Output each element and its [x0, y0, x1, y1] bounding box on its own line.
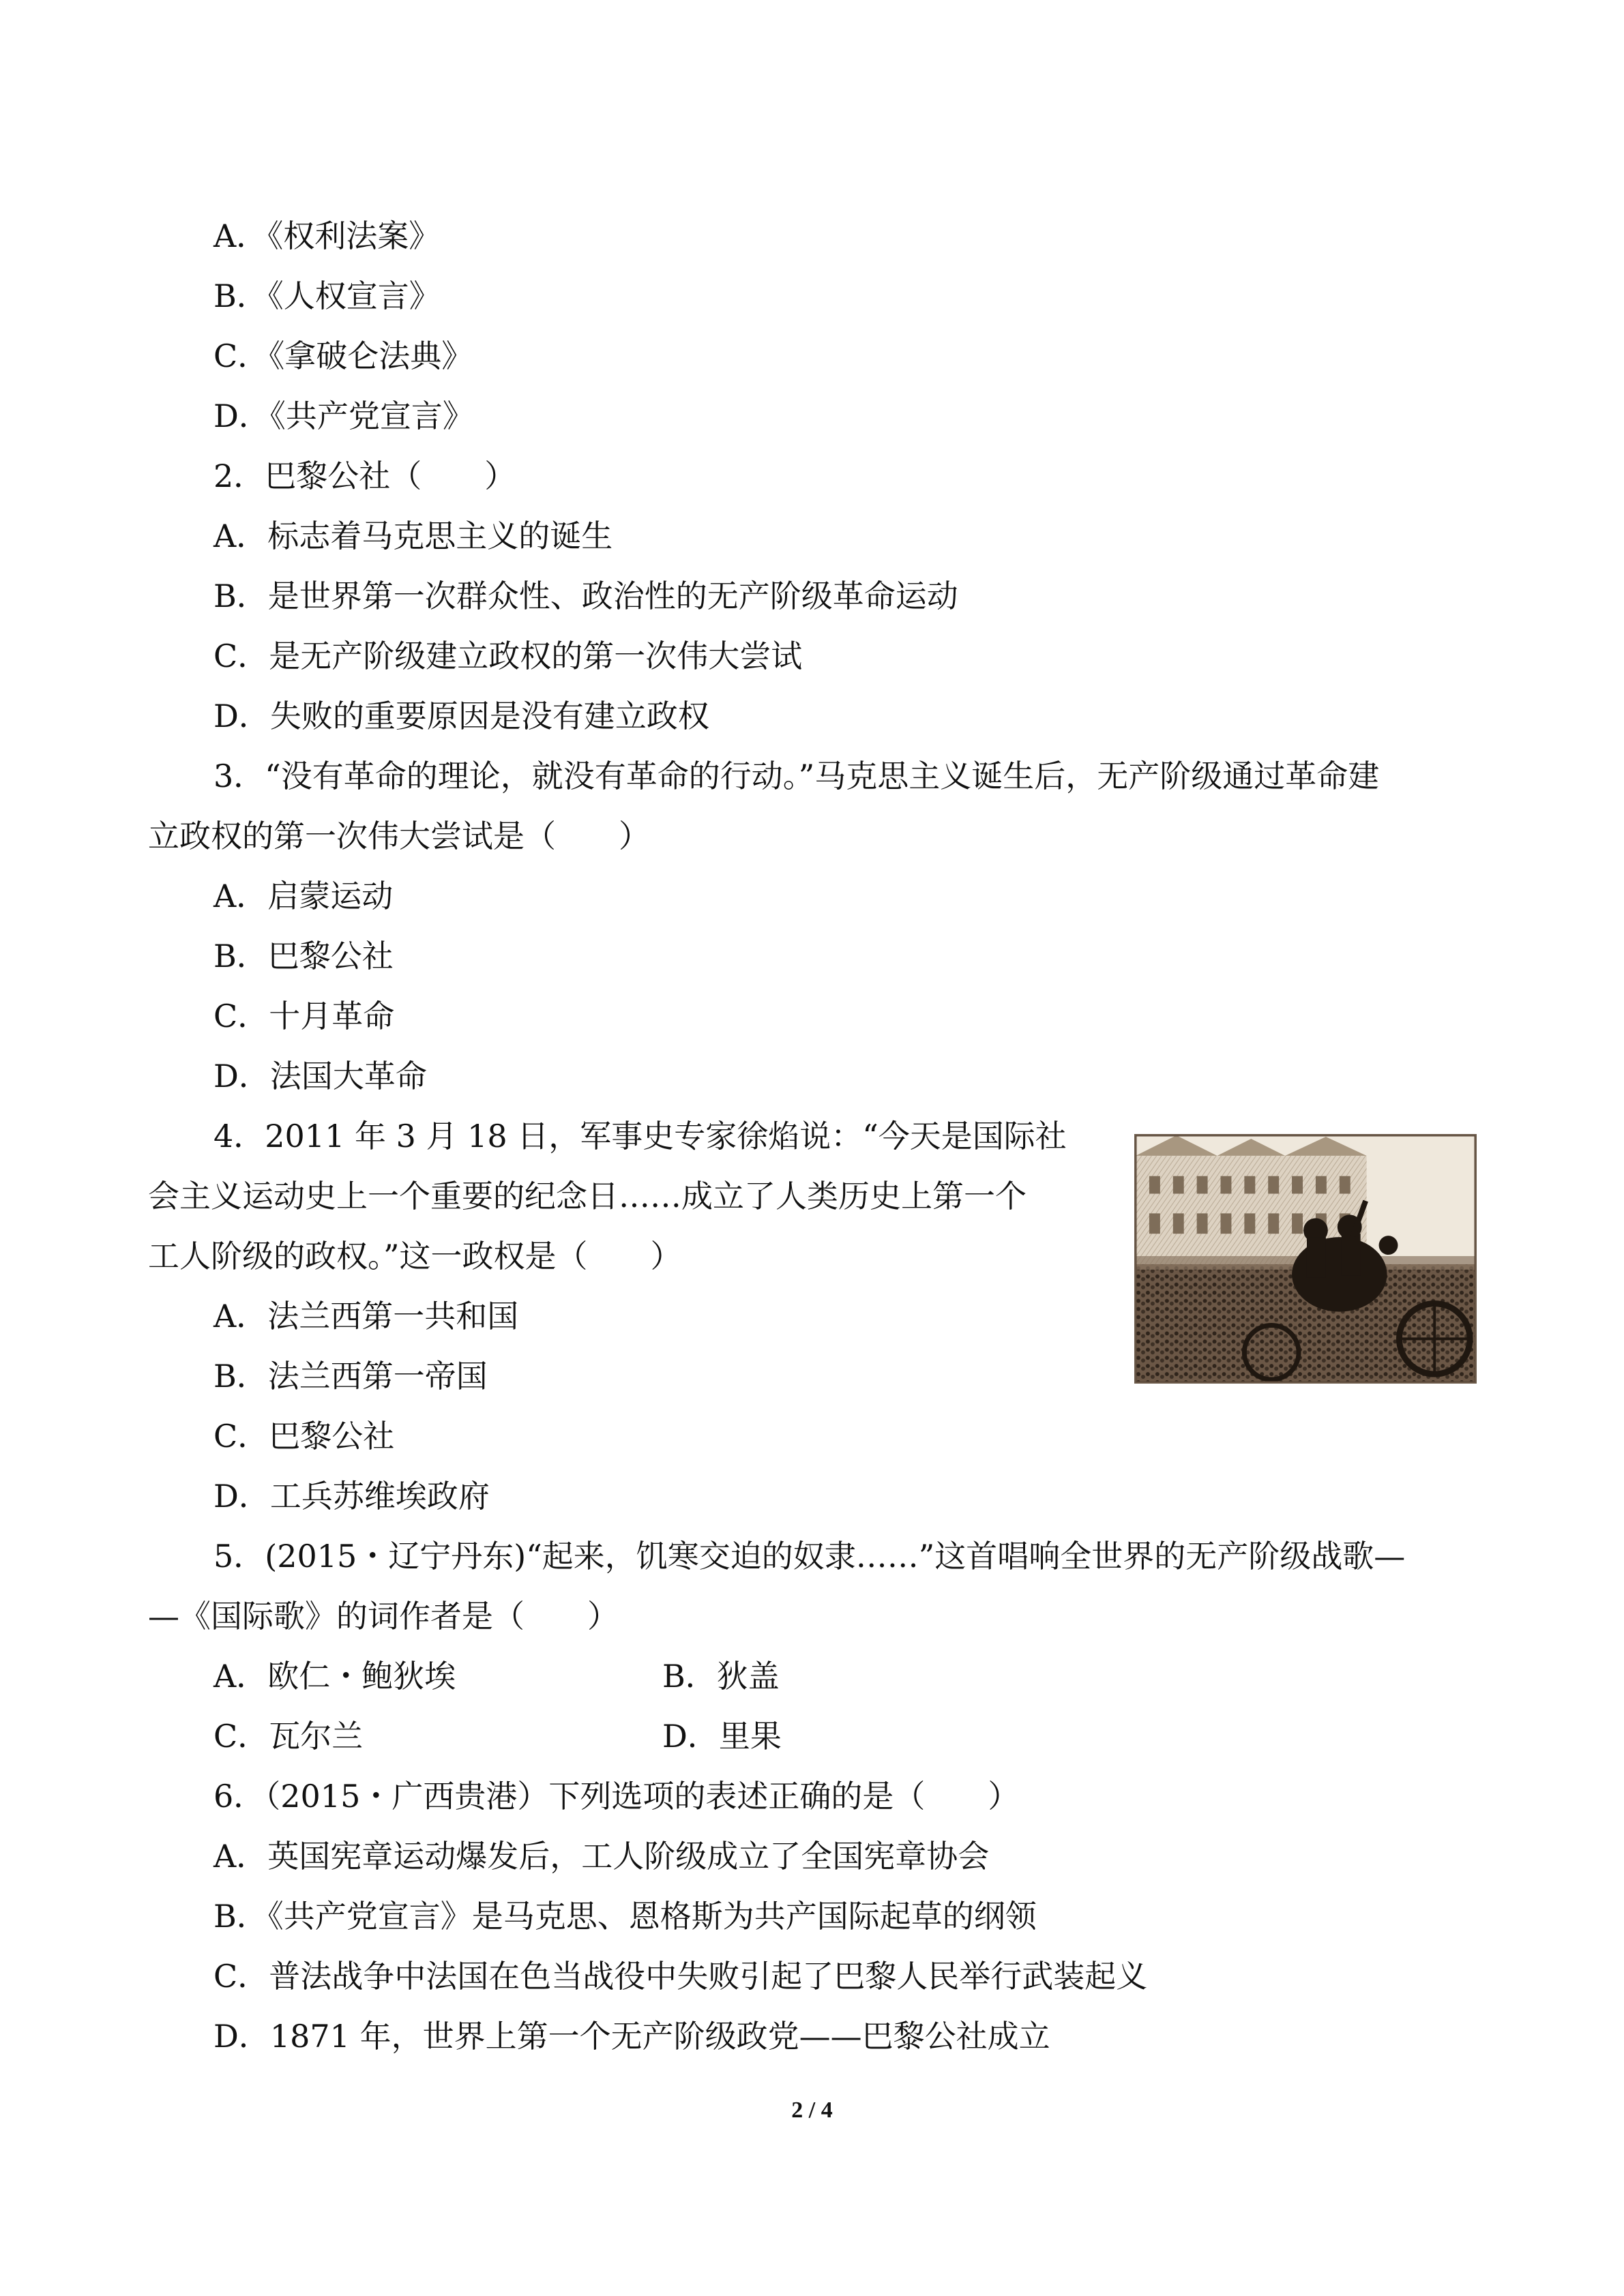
q4-option-c: C．巴黎公社	[213, 1418, 395, 1455]
q4-option-b: B．法兰西第一帝国	[213, 1358, 488, 1395]
q1-option-a: A．《权利法案》	[213, 218, 441, 254]
q2-option-c: C．是无产阶级建立政权的第一次伟大尝试	[213, 638, 803, 674]
q5-option-b: B．狄盖	[662, 1658, 780, 1695]
q3-option-c: C．十月革命	[213, 998, 395, 1034]
paris-commune-engraving-image	[1134, 1134, 1477, 1384]
q4-stem-line1: 4．2011 年 3 月 18 日，军事史专家徐焰说：“今天是国际社	[213, 1118, 1067, 1154]
q5-option-a: A．欧仁・鲍狄埃	[213, 1658, 456, 1695]
q2-option-a: A．标志着马克思主义的诞生	[213, 518, 613, 554]
q5-option-d: D．里果	[662, 1718, 782, 1755]
q4-option-d: D．工兵苏维埃政府	[213, 1478, 490, 1515]
q1-option-d: D．《共产党宣言》	[213, 398, 474, 434]
q1-option-c: C．《拿破仑法典》	[213, 338, 473, 374]
q2-stem: 2．巴黎公社（ ）	[213, 458, 516, 494]
q6-option-b: B．《共产党宣言》是马克思、恩格斯为共产国际起草的纲领	[213, 1898, 1037, 1935]
page-number: 2 / 4	[791, 2098, 833, 2123]
q5-option-c: C．瓦尔兰	[213, 1718, 364, 1755]
q3-option-b: B．巴黎公社	[213, 938, 394, 974]
q2-option-d: D．失败的重要原因是没有建立政权	[213, 698, 709, 734]
q1-option-b: B．《人权宣言》	[213, 278, 441, 314]
q6-stem: 6．（2015・广西贵港）下列选项的表述正确的是（ ）	[213, 1778, 1020, 1815]
q6-option-c: C．普法战争中法国在色当战役中失败引起了巴黎人民举行武装起义	[213, 1958, 1148, 1995]
q2-option-b: B．是世界第一次群众性、政治性的无产阶级革命运动	[213, 578, 958, 614]
q4-stem-line3: 工人阶级的政权。”这一政权是（ ）	[148, 1238, 682, 1274]
q6-option-d: D．1871 年，世界上第一个无产阶级政党——巴黎公社成立	[213, 2018, 1050, 2055]
q6-option-a: A．英国宪章运动爆发后，工人阶级成立了全国宪章协会	[213, 1838, 990, 1875]
q5-stem-line2: —《国际歌》的词作者是（ ）	[148, 1598, 619, 1635]
q3-option-d: D．法国大革命	[213, 1058, 427, 1094]
q3-option-a: A．启蒙运动	[213, 878, 394, 914]
q4-stem-line2: 会主义运动史上一个重要的纪念日……成立了人类历史上第一个	[148, 1178, 1027, 1214]
q3-stem-line1: 3．“没有革命的理论，就没有革命的行动。”马克思主义诞生后，无产阶级通过革命建	[213, 758, 1380, 794]
q4-option-a: A．法兰西第一共和国	[213, 1298, 519, 1335]
q5-stem-line1: 5．(2015・辽宁丹东)“起来，饥寒交迫的奴隶……”这首唱响全世界的无产阶级战歌—	[213, 1538, 1406, 1575]
q3-stem-line2: 立政权的第一次伟大尝试是（ ）	[148, 818, 650, 854]
